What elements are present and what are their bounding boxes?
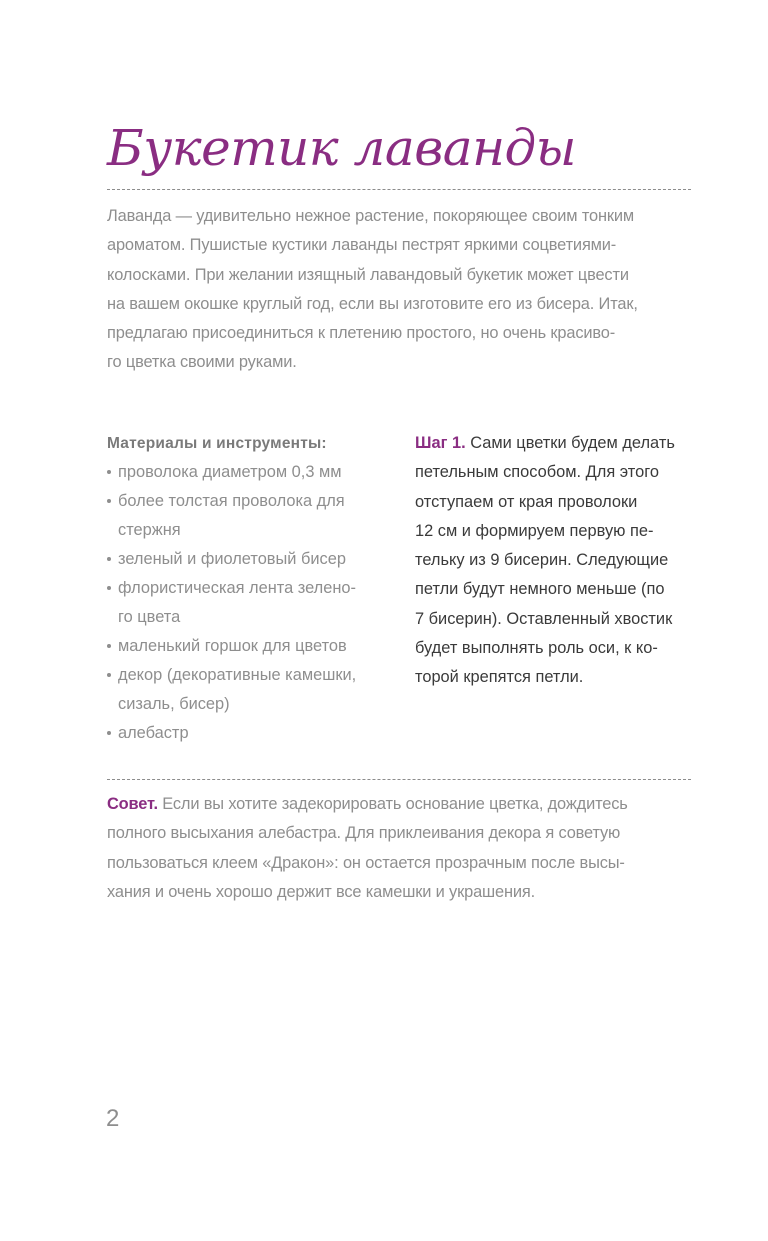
step-line: петельным способом. Для этого xyxy=(415,463,659,482)
materials-item xyxy=(107,574,392,632)
materials-item-text: стержня xyxy=(118,521,181,539)
tip-line xyxy=(107,790,697,819)
step-line: петли будут немного меньше (по xyxy=(415,580,665,599)
tip-divider xyxy=(107,779,691,780)
materials-list xyxy=(107,458,392,748)
bullet-icon xyxy=(107,557,111,561)
materials-item xyxy=(107,487,392,545)
bullet-icon xyxy=(107,499,111,503)
materials-item-text: маленький горшок для цветов xyxy=(118,637,347,655)
intro-line: ароматом. Пушистые кустики лаванды пестрят яркими соцветиями- xyxy=(107,236,617,255)
step-line: тельку из 9 бисерин. Следующие xyxy=(415,551,669,570)
bullet-icon xyxy=(107,586,111,590)
tip-paragraph xyxy=(107,790,697,907)
intro-paragraph xyxy=(107,202,695,378)
step-1-paragraph xyxy=(415,429,693,693)
tip-label: Совет. xyxy=(107,795,158,813)
bullet-icon xyxy=(107,470,111,474)
step-line: отступаем от края проволоки xyxy=(415,492,638,511)
materials-item-text: более толстая проволока для xyxy=(118,492,345,510)
materials-item-text: проволока диаметром 0,3 мм xyxy=(118,463,342,481)
bullet-icon xyxy=(107,731,111,735)
step-line xyxy=(415,429,693,458)
tip-text: Если вы хотите задекорировать основание цветка, дождитесь xyxy=(157,795,628,813)
step-line: 7 бисерин). Оставленный хвостик xyxy=(415,609,673,628)
step-line: будет выполнять роль оси, к ко- xyxy=(415,639,658,658)
materials-item xyxy=(107,719,392,748)
materials-item xyxy=(107,632,392,661)
materials-heading: Материалы и инструменты: xyxy=(107,435,327,452)
tip-line: хания и очень хорошо держит все камешки и украшения. xyxy=(107,882,536,901)
step-label: Шаг 1. xyxy=(415,434,466,452)
step-line: торой крепятся петли. xyxy=(415,668,584,687)
page-title: Букетик лаванды xyxy=(107,119,576,177)
materials-item-text: флористическая лента зелено- xyxy=(118,579,356,597)
materials-item-text: го цвета xyxy=(118,608,181,626)
step-text: Сами цветки будем делать xyxy=(465,434,675,452)
tip-line: пользоваться клеем «Дракон»: он остается прозрачным после высы- xyxy=(107,853,625,872)
title-divider xyxy=(107,189,691,190)
intro-line: колосками. При желании изящный лавандовый букетик может цвести xyxy=(107,265,629,284)
intro-line: Лаванда — удивительно нежное растение, покоряющее своим тонким xyxy=(107,207,635,225)
page-number: 2 xyxy=(106,1105,120,1132)
materials-item-text: алебастр xyxy=(118,724,189,742)
step-line: 12 см и формируем первую пе- xyxy=(415,521,654,540)
bullet-icon xyxy=(107,644,111,648)
materials-item xyxy=(107,661,392,719)
materials-item-text: декор (декоративные камешки, xyxy=(118,666,357,684)
materials-item-text: зеленый и фиолетовый бисер xyxy=(118,550,346,568)
materials-section xyxy=(107,429,392,748)
intro-line: на вашем окошке круглый год, если вы изготовите его из бисера. Итак, xyxy=(107,294,638,313)
intro-line: предлагаю присоединиться к плетению простого, но очень красиво- xyxy=(107,324,616,343)
tip-line: полного высыхания алебастра. Для приклеивания декора я советую xyxy=(107,824,621,843)
materials-item-text: сизаль, бисер) xyxy=(118,695,230,713)
bullet-icon xyxy=(107,673,111,677)
materials-item xyxy=(107,458,392,487)
materials-item xyxy=(107,545,392,574)
intro-line: го цветка своими руками. xyxy=(107,353,297,372)
